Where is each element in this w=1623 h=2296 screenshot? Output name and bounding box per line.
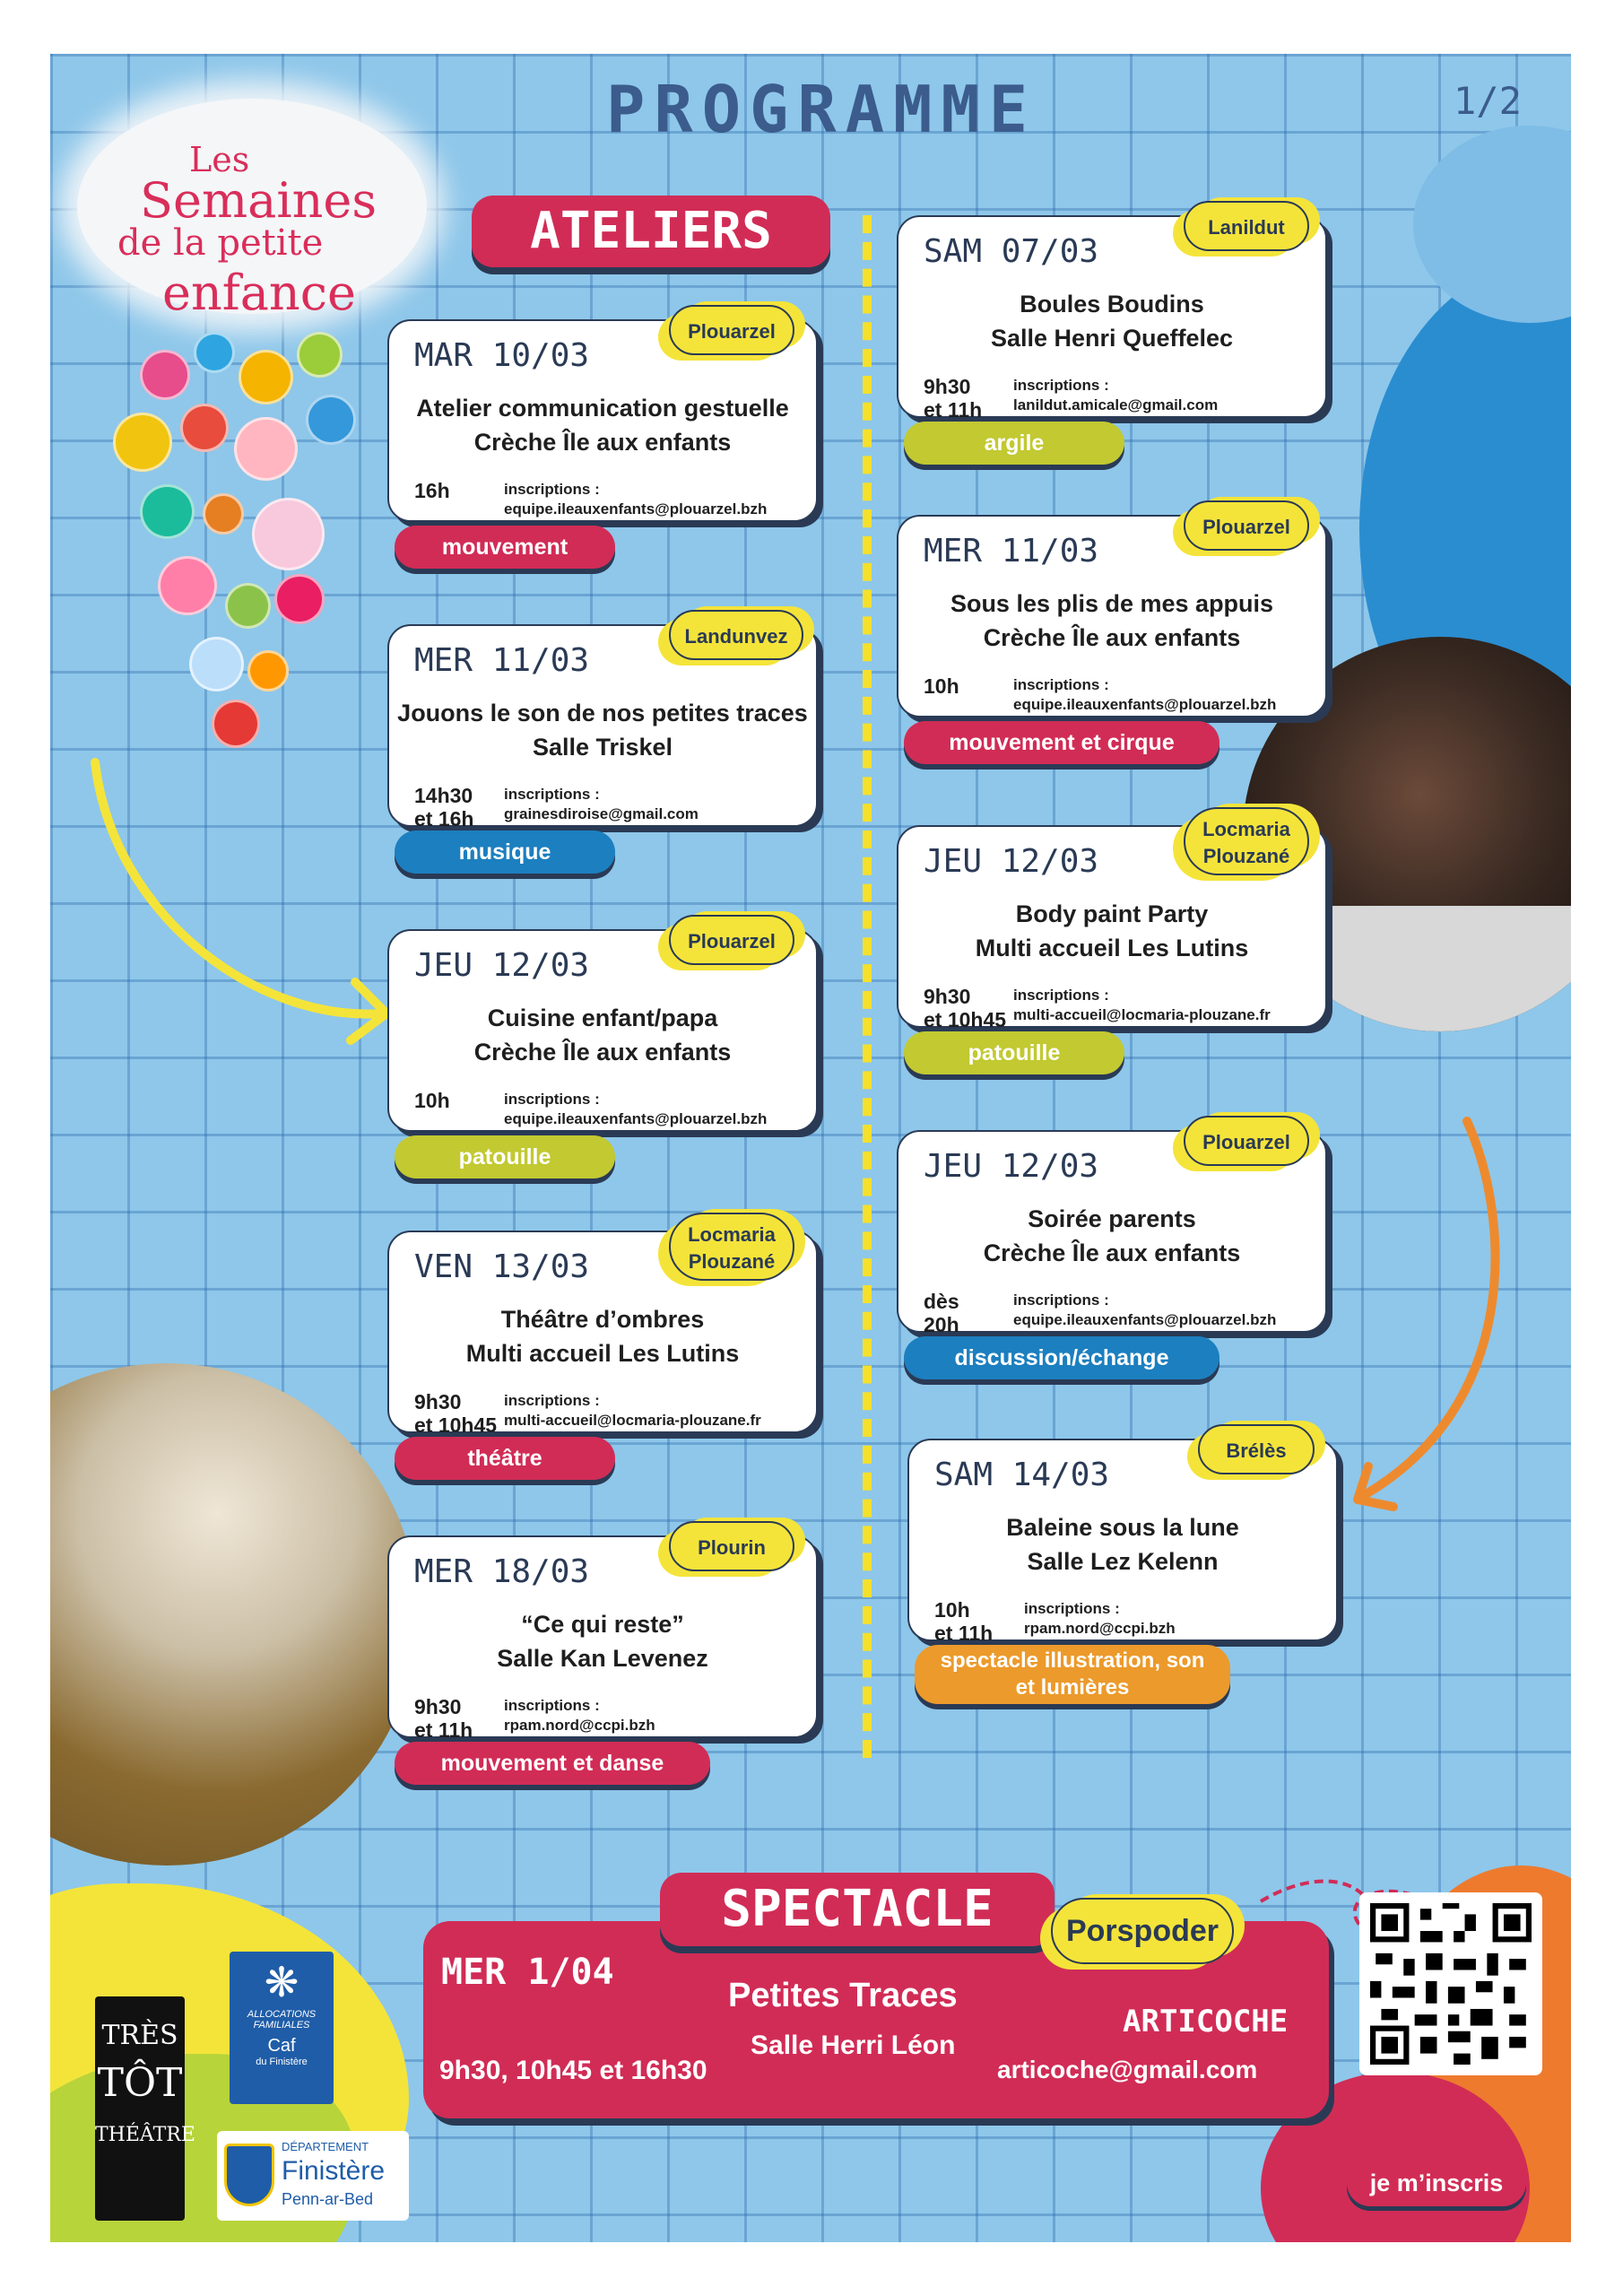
card-venue: Salle Triskel: [532, 734, 673, 761]
card-title: Body paint Party: [1015, 900, 1209, 927]
spectacle-place-label: Porspoder: [1065, 1914, 1219, 1948]
card-title: Boules Boudins: [1020, 291, 1204, 317]
card-title: Atelier communication gestuelle: [416, 395, 789, 422]
button-icon: [239, 350, 293, 404]
spectacle-heading: SPECTACLE: [660, 1873, 1055, 1946]
card-time: 9h30 et 11h: [924, 375, 983, 422]
location-label: Brélès: [1226, 1439, 1287, 1462]
child-scarf-photo: [50, 1363, 418, 1866]
activity-tag: musique: [395, 831, 615, 874]
card-date: SAM 07/03: [924, 233, 1099, 270]
location-cloud: [1184, 807, 1309, 875]
card-venue: Salle Kan Levenez: [497, 1645, 708, 1672]
card-date: SAM 14/03: [934, 1457, 1110, 1493]
button-icon: [212, 700, 260, 748]
activity-tag: mouvement et danse: [395, 1742, 710, 1785]
card-venue: Crèche Île aux enfants: [983, 624, 1241, 651]
button-icon: [247, 650, 289, 691]
yellow-arrow-decoration: [77, 753, 418, 1076]
card-time: 9h30 et 10h45: [414, 1390, 498, 1437]
button-icon: [306, 395, 356, 445]
activity-tag: théâtre: [395, 1437, 615, 1480]
activity-tag: patouille: [395, 1135, 615, 1178]
logo-line-2: Semaines: [140, 172, 378, 229]
card-time: 16h: [414, 479, 450, 502]
card-time: dès 20h: [924, 1290, 959, 1336]
spectacle-date: MER 1/04: [441, 1952, 614, 1993]
button-icon: [203, 493, 244, 535]
location-cloud: [669, 1521, 794, 1571]
finistere-shield-icon: [224, 2144, 274, 2206]
activity-tag: patouille: [904, 1031, 1124, 1074]
card-time: 10h: [414, 1089, 450, 1112]
activity-tag: mouvement: [395, 526, 615, 569]
location-cloud: [669, 915, 794, 965]
card-venue: Multi accueil Les Lutins: [975, 935, 1249, 961]
spectacle-place: [1051, 1898, 1234, 1964]
location-cloud: [1184, 500, 1309, 551]
card-time: 9h30 et 10h45: [924, 985, 1007, 1031]
button-icon: [274, 574, 325, 624]
card-email[interactable]: equipe.ileauxenfants@plouarzel.bzh: [1013, 1311, 1277, 1328]
location-cloud: [1184, 201, 1309, 251]
signup-qr-code[interactable]: [1359, 1892, 1542, 2075]
qr-code-icon: [1370, 1903, 1532, 2065]
card-venue: Crèche Île aux enfants: [473, 429, 732, 456]
card-date: MAR 10/03: [414, 337, 590, 374]
card-time: 9h30 et 11h: [414, 1695, 473, 1742]
card-time: 14h30 et 16h: [414, 784, 474, 831]
page-title: PROGRAMME: [606, 72, 1037, 147]
caf-line-1: ALLOCATIONS: [247, 2009, 317, 2020]
orange-arrow-decoration: [1332, 1112, 1539, 1561]
location-label: Plouarzel: [1202, 516, 1290, 538]
button-icon: [225, 583, 271, 629]
card-venue: Crèche Île aux enfants: [983, 1239, 1241, 1266]
buttons-illustration: [104, 296, 400, 744]
finistere-logo: [217, 2131, 409, 2221]
location-label: Plouarzel: [688, 930, 776, 952]
card-inscriptions-label: inscriptions :: [504, 481, 600, 498]
card-venue: Salle Henri Queffelec: [990, 325, 1234, 352]
location-label: Locmaria: [1202, 818, 1290, 840]
card-title: Jouons le son de nos petites traces: [397, 700, 808, 726]
card-inscriptions-label: inscriptions :: [504, 1091, 600, 1108]
card-venue: Salle Lez Kelenn: [1027, 1548, 1219, 1575]
card-inscriptions-label: inscriptions :: [1013, 987, 1109, 1004]
card-venue: Crèche Île aux enfants: [473, 1039, 732, 1065]
card-title: Cuisine enfant/papa: [487, 1004, 718, 1031]
card-date: JEU 12/03: [924, 1148, 1099, 1185]
card-email[interactable]: rpam.nord@ccpi.bzh: [504, 1717, 655, 1734]
caf-logo: [230, 1952, 334, 2104]
card-title: Soirée parents: [1028, 1205, 1196, 1232]
location-label: Plouarzel: [1202, 1131, 1290, 1153]
card-date: MER 11/03: [414, 642, 590, 679]
page-number: 1/2: [1454, 79, 1522, 123]
button-icon: [158, 556, 217, 615]
location-cloud: [669, 610, 803, 660]
logo-line-3: de la petite: [117, 222, 324, 264]
button-icon: [140, 484, 195, 539]
dept-line-2: Finistère: [282, 2156, 386, 2186]
dashed-divider: [863, 215, 872, 1758]
card-email[interactable]: multi-accueil@locmaria-plouzane.fr: [1013, 1006, 1271, 1023]
activity-tag: discussion/échange: [904, 1336, 1219, 1379]
spectacle-company: ARTICOCHE: [1123, 2004, 1289, 2039]
dept-line-1: DÉPARTEMENT: [282, 2140, 369, 2153]
activity-tag: mouvement et cirque: [904, 721, 1219, 764]
ateliers-heading: ATELIERS: [472, 196, 830, 267]
card-inscriptions-label: inscriptions :: [504, 1392, 600, 1409]
card-title: Théâtre d’ombres: [500, 1306, 705, 1333]
tres-tot-line-3: THÉÂTRE: [95, 2124, 195, 2146]
card-inscriptions-label: inscriptions :: [1013, 676, 1109, 693]
spectacle-venue: Salle Herri Léon: [751, 2031, 956, 2060]
location-cloud: [669, 305, 794, 355]
location-label: Plouzané: [1202, 845, 1290, 867]
location-label: Plourin: [698, 1536, 766, 1559]
button-icon: [180, 404, 229, 452]
card-date: MER 11/03: [924, 533, 1099, 570]
card-email[interactable]: equipe.ileauxenfants@plouarzel.bzh: [504, 1110, 768, 1127]
location-cloud: [1198, 1424, 1315, 1474]
tres-tot-line-2: TÔT: [97, 2060, 183, 2106]
card-title: Sous les plis de mes appuis: [950, 590, 1274, 617]
tres-tot-line-1: TRÈS: [101, 2020, 178, 2051]
caf-line-4: du Finistère: [256, 2057, 308, 2067]
button-icon: [297, 332, 343, 378]
caf-line-3: Caf: [267, 2036, 296, 2056]
spectacle-times: 9h30, 10h45 et 16h30: [439, 2056, 707, 2085]
card-inscriptions-label: inscriptions :: [504, 1697, 600, 1714]
location-label: Landunvez: [684, 625, 788, 648]
card-email[interactable]: rpam.nord@ccpi.bzh: [1024, 1620, 1176, 1637]
location-label: Plouarzel: [688, 320, 776, 343]
card-date: JEU 12/03: [924, 843, 1099, 880]
card-date: VEN 13/03: [414, 1248, 590, 1285]
button-icon: [252, 498, 325, 570]
card-email[interactable]: multi-accueil@locmaria-plouzane.fr: [504, 1412, 761, 1429]
card-email[interactable]: grainesdiroise@gmail.com: [504, 805, 699, 822]
activity-tag: argile: [904, 422, 1124, 465]
card-email[interactable]: equipe.ileauxenfants@plouarzel.bzh: [1013, 696, 1277, 713]
location-cloud: [1184, 1116, 1309, 1166]
card-time: 10h: [924, 674, 959, 698]
caf-line-2: FAMILIALES: [253, 2020, 310, 2031]
dept-line-3: Penn-ar-Bed: [282, 2190, 374, 2208]
poster: [50, 54, 1571, 2242]
spectacle-email[interactable]: articoche@gmail.com: [997, 2056, 1258, 2083]
button-icon: [140, 350, 190, 400]
card-inscriptions-label: inscriptions :: [1013, 1292, 1109, 1309]
button-icon: [234, 417, 298, 481]
spectacle-title: Petites Traces: [728, 1977, 958, 2014]
card-date: MER 18/03: [414, 1553, 590, 1590]
card-time: 10h et 11h: [934, 1598, 994, 1645]
location-cloud: [669, 1213, 794, 1281]
card-inscriptions-label: inscriptions :: [504, 786, 600, 803]
card-inscriptions-label: inscriptions :: [1024, 1600, 1120, 1617]
card-title: Baleine sous la lune: [1006, 1514, 1239, 1541]
card-email[interactable]: equipe.ileauxenfants@plouarzel.bzh: [504, 500, 768, 517]
tres-tot-theatre-logo: [95, 1996, 195, 2221]
blue-blob-top-right: [1413, 126, 1571, 323]
signup-button[interactable]: je m’inscris: [1347, 2160, 1526, 2206]
card-email[interactable]: lanildut.amicale@gmail.com: [1013, 396, 1219, 413]
button-icon: [113, 413, 172, 472]
button-icon: [189, 637, 244, 691]
logo-line-4: enfance: [162, 265, 356, 321]
location-label: Plouzané: [688, 1250, 776, 1273]
location-label: Locmaria: [688, 1223, 776, 1246]
caf-people-icon: ❋: [264, 1959, 299, 2005]
card-title: “Ce qui reste”: [521, 1611, 684, 1638]
logo-line-1: Les: [189, 140, 250, 179]
card-venue: Multi accueil Les Lutins: [465, 1340, 740, 1367]
card-date: JEU 12/03: [414, 947, 590, 984]
activity-tag: spectacle illustration, son et lumières: [915, 1645, 1230, 1704]
card-inscriptions-label: inscriptions :: [1013, 377, 1109, 394]
button-icon: [194, 332, 235, 373]
location-label: Lanildut: [1208, 216, 1285, 239]
